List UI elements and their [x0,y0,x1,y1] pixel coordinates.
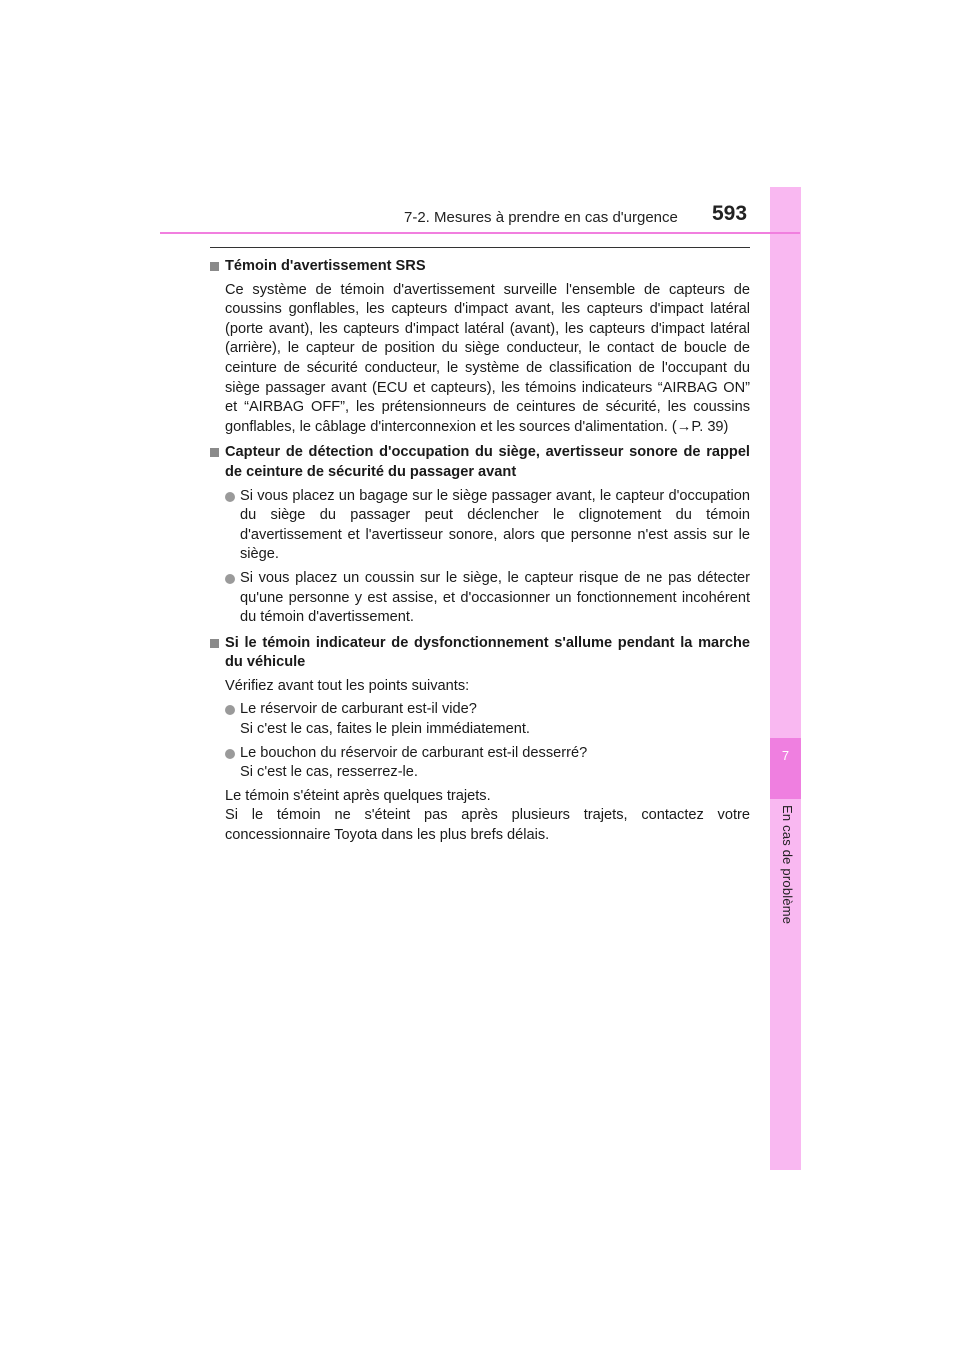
square-bullet-icon [210,262,219,271]
header-divider [160,232,800,234]
section-heading: Si le témoin indicateur de dysfonctionnement s'allume pendant la marche du véhicule [210,634,750,673]
section-text: Ce système de témoin d'avertissement surveille l'ensemble de capteurs de coussins gonflables, les capteurs d'impact avant, les capteurs d'impact latéral (porte avant), les capteurs d'impact latéral (avant), les capteurs d'impact latéral (arrière), le capteur de position du siège conducteur, le contact de boucle de ceinture de sécurité conducteur, le système de classification de l'occupant du siège passager avant (ECU et capteurs), les témoins indicateurs “AIRBAG ON” et “AIRBAG OFF”, les prétensionneurs de ceintures de sécurité, les coussins gonflables, le câblage d'interconnexion et les sources d'alimentation. (→P. 39) [225,281,750,435]
list-item: Le réservoir de carburant est-il vide? Si c'est le cas, faites le plein immédiatement. [225,700,750,739]
section-malfunction-indicator [210,634,750,846]
content-divider [210,247,750,248]
section-heading: Témoin d'avertissement SRS [210,257,750,277]
round-bullet-icon [225,574,235,584]
chapter-tab-bar [770,187,801,1170]
round-bullet-icon [225,749,235,759]
section-outro: Le témoin s'éteint après quelques trajets. Si le témoin ne s'éteint pas après plusieurs trajets, contactez votre concessionnaire Toyota dans les plus brefs délais. [225,787,750,844]
round-bullet-icon [225,492,235,502]
section-heading: Capteur de détection d'occupation du siège, avertisseur sonore de rappel de ceinture de sécurité du passager avant [210,443,750,482]
section-intro: Vérifiez avant tout les points suivants: [225,677,470,694]
page-number: 593 [712,202,748,225]
page-content [210,255,750,846]
list-item: Si vous placez un coussin sur le siège, le capteur risque de ne pas détecter qu'une personne y est assise, et d'occasionner un fonctionnement incohérent du témoin d'avertissement. [225,569,750,628]
section-title: 7-2. Mesures à prendre en cas d'urgence [404,209,678,226]
square-bullet-icon [210,448,219,457]
section-srs-warning [210,257,750,437]
section-seat-occupancy [210,443,750,627]
list-item: Le bouchon du réservoir de carburant est-il desserré? Si c'est le cas, resserrez-le. [225,744,750,783]
chapter-number: 7 [781,748,790,763]
list-item: Si vous placez un bagage sur le siège passager avant, le capteur d'occupation du siège du passager peut déclencher le clignotement du témoin d'avertissement et l'avertisseur sonore, alors que personne n'est assis sur le siège. [225,487,750,565]
chapter-name: En cas de problème [780,805,795,925]
round-bullet-icon [225,705,235,715]
square-bullet-icon [210,639,219,648]
